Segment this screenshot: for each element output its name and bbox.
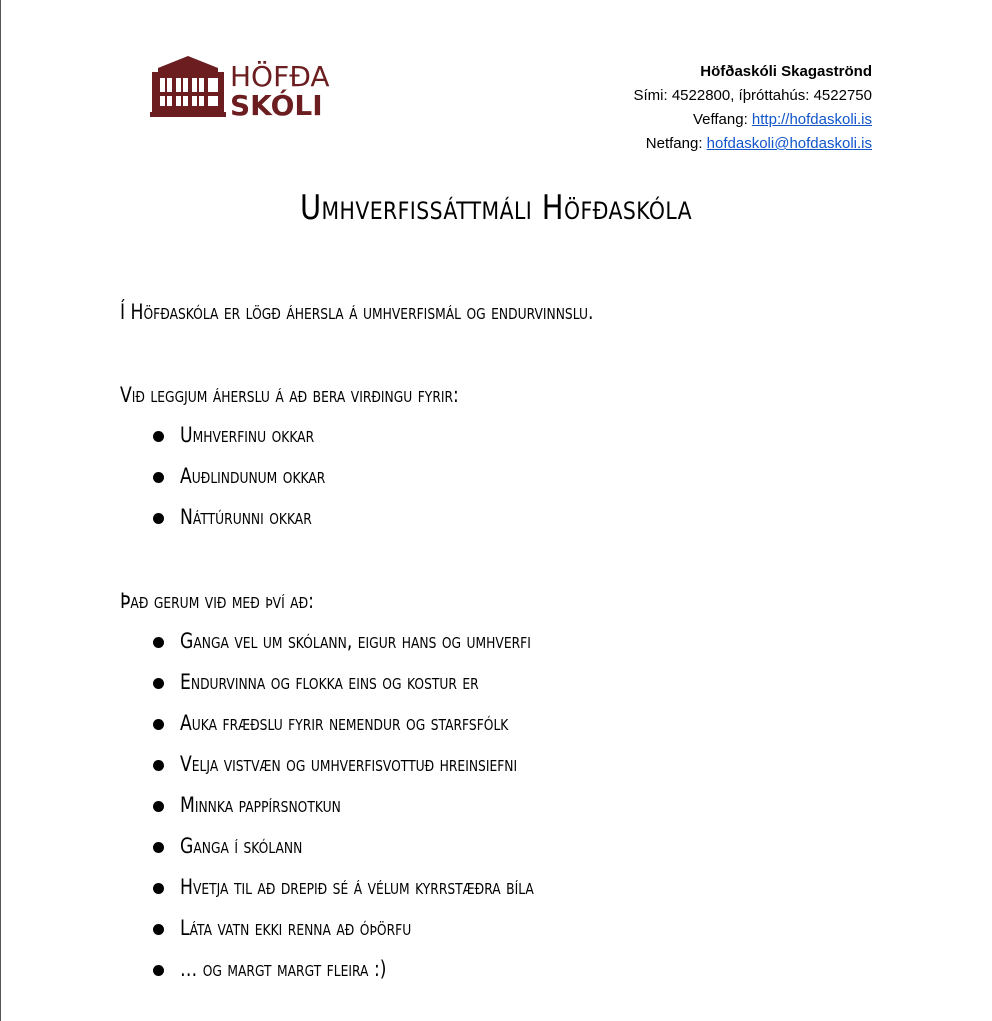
org-name: Höfðaskóli Skagaströnd <box>700 63 872 80</box>
page-edge <box>0 0 1 1021</box>
list-item: … og margt margt fleira :) <box>120 949 880 990</box>
email-link[interactable]: hofdaskoli@hofdaskoli.is <box>706 135 872 152</box>
bullet-icon <box>153 965 164 976</box>
respect-heading: Við leggjum áherslu á að bera virðingu fyrir: <box>120 383 459 407</box>
document-body <box>120 292 880 990</box>
website-line <box>633 108 872 132</box>
logo-text-top: HÖFÐA <box>230 60 330 93</box>
bullet-icon <box>153 719 164 730</box>
list-item: Ganga í skólann <box>120 826 880 867</box>
bullet-icon <box>153 472 164 483</box>
email-label: Netfang: <box>645 135 707 152</box>
bullet-icon <box>153 513 164 524</box>
respect-list <box>120 415 880 538</box>
bullet-icon <box>153 760 164 771</box>
website-label: Veffang: <box>692 111 752 128</box>
bullet-icon <box>153 842 164 853</box>
school-building-icon <box>150 52 226 120</box>
actions-heading: Það gerum við með því að: <box>120 589 314 613</box>
list-item: Minnka pappírsnotkun <box>120 785 880 826</box>
list-item: Auka fræðslu fyrir nemendur og starfsfólk <box>120 703 880 744</box>
list-item: Láta vatn ekki renna að óþörfu <box>120 908 880 949</box>
list-item: Náttúrunni okkar <box>120 497 880 538</box>
logo-text-bottom: SKÓLI <box>230 89 323 122</box>
bullet-icon <box>153 637 164 648</box>
phone-line: Sími: 4522800, íþróttahús: 4522750 <box>633 87 872 104</box>
website-link[interactable]: http://hofdaskoli.is <box>751 111 872 128</box>
list-item: Hvetja til að drepið sé á vélum kyrrstæðra bíla <box>120 867 880 908</box>
email-line <box>633 132 872 156</box>
document-title: Umhverfissáttmáli Höfðaskóla <box>299 188 693 228</box>
contact-block <box>633 60 872 156</box>
bullet-icon <box>153 431 164 442</box>
actions-list <box>120 621 880 990</box>
bullet-icon <box>153 883 164 894</box>
list-item: Auðlindunum okkar <box>120 456 880 497</box>
intro-paragraph: Í Höfðaskóla er lögð áhersla á umhverfismál og endurvinnslu. <box>120 300 594 324</box>
school-logo <box>150 52 330 122</box>
bullet-icon <box>153 801 164 812</box>
list-item: Umhverfinu okkar <box>120 415 880 456</box>
list-item: Ganga vel um skólann, eigur hans og umhverfi <box>120 621 880 662</box>
bullet-icon <box>153 678 164 689</box>
bullet-icon <box>153 924 164 935</box>
list-item: Endurvinna og flokka eins og kostur er <box>120 662 880 703</box>
list-item: Velja vistvæn og umhverfisvottuð hreinsiefni <box>120 744 880 785</box>
